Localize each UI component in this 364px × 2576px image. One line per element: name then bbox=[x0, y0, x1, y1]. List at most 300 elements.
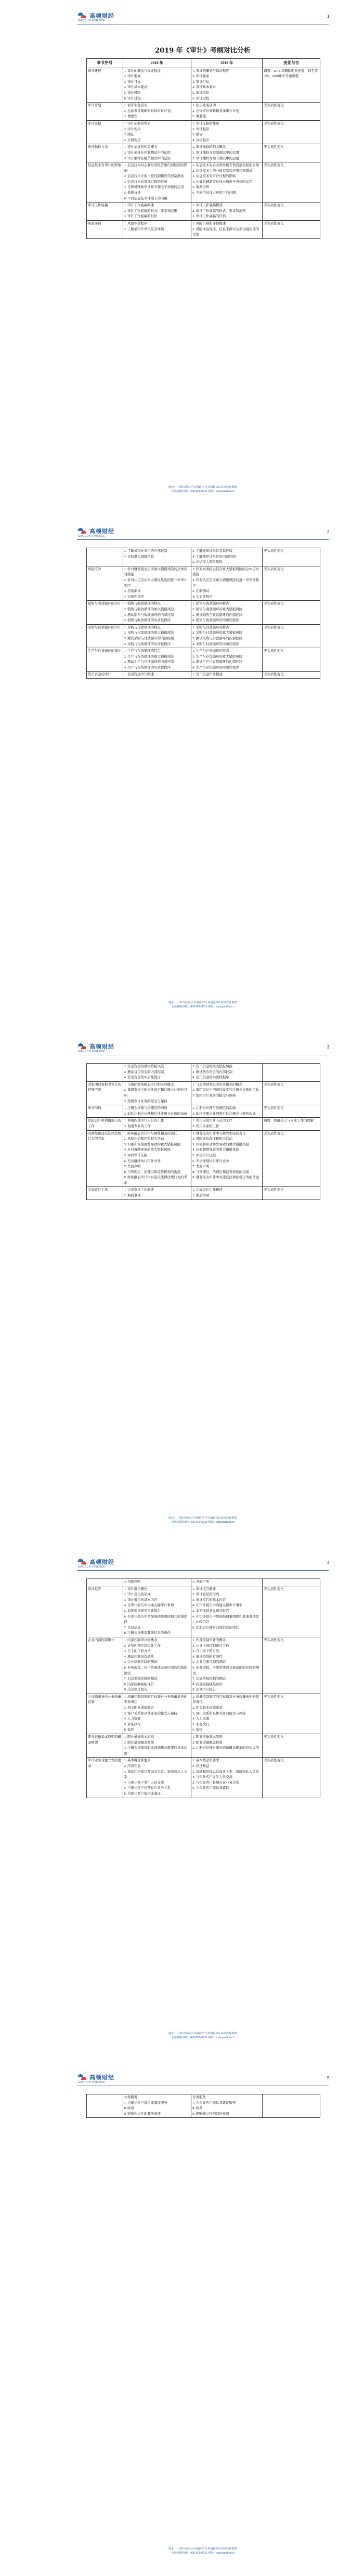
outline-2019-cell bbox=[191, 548, 263, 566]
outline-item: 3. 重要性 bbox=[192, 115, 206, 119]
table-row bbox=[87, 601, 320, 624]
outline-item: 3. 集团审计业务的接受与保持 bbox=[124, 1099, 167, 1103]
outline-2018-cell bbox=[123, 203, 191, 221]
chapter-cell: 销售与收款循环的审计 bbox=[87, 601, 123, 624]
outline-item: 2. 风险评估程序和相关活动 bbox=[192, 1137, 232, 1141]
outline-item: 1. 内部控制审计的概念 bbox=[192, 1638, 226, 1642]
outline-2018-cell bbox=[123, 1694, 191, 1734]
outline-item: 2. 总体审计策略和具体审计计划 bbox=[192, 109, 239, 113]
outline-item: 4. 审计基本要求 bbox=[192, 85, 216, 90]
chapter-cell: 审计业务对独立性的要求 bbox=[87, 1758, 123, 1798]
outline-item: 3. 测试货币资金的内部控制 bbox=[192, 1070, 232, 1074]
outline-item: 2. 经济利益 bbox=[192, 1764, 210, 1768]
outline-2018-cell bbox=[123, 144, 191, 162]
outline-item: 1. 风险评估程序 bbox=[124, 222, 148, 226]
outline-item: 1. 财务报表审计中与舞弊相关的责任 bbox=[192, 1131, 246, 1135]
outline-item: 2. 相关职业道德要求 bbox=[124, 1706, 154, 1710]
outline-item: 3. 审计报告的基本内容 bbox=[192, 1598, 226, 1602]
outline-2018-cell bbox=[123, 601, 191, 624]
outline-item: 1. 质量控制制度的目标和对业务质量承担的领导责任 bbox=[192, 1695, 259, 1704]
chapter-cell: 完成审计工作 bbox=[87, 1187, 123, 1199]
outline-item: 7. 书面声明 bbox=[192, 1165, 210, 1169]
outline-item: 8. 内部控制缺陷评价 bbox=[192, 1682, 223, 1686]
brand-logo bbox=[78, 1558, 114, 1566]
outline-item: 业务服务 bbox=[124, 2095, 138, 2099]
chapter-cell: 风险评估 bbox=[87, 221, 123, 239]
comparison-table bbox=[86, 1063, 320, 1200]
outline-item: 1. 职业道德基本原则 bbox=[124, 1735, 154, 1739]
change-cell: 无实质性变化 bbox=[263, 221, 320, 239]
outline-item: 2. 针对认定层次重大错报风险的进一步审计程序 bbox=[124, 578, 187, 588]
outline-item: 2. 采购与付款循环的重大错报风险 bbox=[192, 631, 243, 635]
outline-item: 3. 控制测试 bbox=[124, 589, 141, 594]
outline-item: 2. 利用专家的工作 bbox=[124, 1124, 151, 1128]
chapter-cell: 审计报告 bbox=[87, 1586, 123, 1637]
outline-item: 1. 风险识别和评估概述 bbox=[192, 222, 226, 226]
outline-item: 3. 了解被审计单位及其环境 bbox=[192, 549, 232, 553]
outline-item: 4. 采购与付款循环的实质性程序 bbox=[124, 642, 171, 646]
outline-item: 5. 数据分析 bbox=[192, 185, 210, 190]
outline-2019-cell bbox=[191, 1637, 263, 1694]
outline-item: 4. 在审计报告中沟通关键审计事项 bbox=[124, 1603, 174, 1608]
footer-address-prefix: 地址：上海市杨汉区亚通路 bbox=[168, 2032, 202, 2035]
brand-logo bbox=[78, 2073, 114, 2081]
change-cell: 无实质性变化 bbox=[263, 203, 320, 221]
outline-item: 6. 为审计客户提供非鉴证 bbox=[124, 1791, 161, 1796]
chapter-cell: 企业内部控制审计 bbox=[87, 1637, 123, 1694]
outline-2019-cell bbox=[191, 624, 263, 648]
outline-item: 7. 书面声明 bbox=[124, 1165, 141, 1169]
outline-item: 6. 监控 bbox=[124, 1728, 134, 1732]
outline-item: 2. 采购与付款循环的重大错报风险 bbox=[124, 631, 174, 635]
table-row bbox=[87, 203, 320, 221]
document-title: 2019 年《审计》考纲对比分析 bbox=[155, 47, 251, 55]
outline-item: 2. 集团审计中的责任设定和注册会计师的目标 bbox=[124, 1088, 187, 1097]
outline-item: 1. 采购与付款循环的特点 bbox=[192, 625, 229, 629]
outline-item: 1. 基本概念和要求 bbox=[124, 1759, 151, 1763]
outline-item: 3. 了解被审计单位的内部控制 bbox=[124, 549, 167, 553]
brand-subtitle: GAODUN FINANCE bbox=[78, 1565, 106, 1569]
outline-item: 8. 注册会计师对其他信息的责任 bbox=[124, 1631, 171, 1635]
outline-2019-cell bbox=[191, 648, 263, 672]
brand-name: 高顿财经 bbox=[89, 528, 114, 535]
outline-2019-cell bbox=[191, 1734, 263, 1758]
header-rule bbox=[77, 539, 329, 540]
outline-item: 3. 审计目标 bbox=[192, 80, 210, 84]
outline-item: 4. 审计基本要求 bbox=[124, 85, 148, 90]
outline-item: 8. 收费 bbox=[192, 2106, 203, 2111]
outline-item: 3. 信息技术对审计过程的影响 bbox=[124, 180, 167, 184]
outline-2018-cell bbox=[123, 1734, 191, 1758]
outline-item: 8. 注册会计师对其他信息的责任 bbox=[192, 1625, 239, 1630]
chapter-cell: 审计概述 bbox=[87, 68, 123, 103]
header-chapter: 章节序号 bbox=[87, 59, 123, 68]
outline-item: 1. 审计证据的性质 bbox=[124, 121, 151, 125]
brand-subtitle: GAODUN FINANCE bbox=[78, 2081, 106, 2084]
outline-item: 8. 内部控制缺陷评价 bbox=[124, 1682, 154, 1686]
page bbox=[0, 1031, 364, 1546]
footer-contact: 全国客服热线：400-600-8011 网址：cpa.gaodun.cn bbox=[171, 490, 235, 493]
table-row bbox=[87, 68, 320, 103]
footer-address-number: 77 bbox=[201, 1517, 205, 1520]
outline-2019-cell bbox=[191, 221, 263, 239]
change-cell: 无实质性变化 bbox=[263, 144, 320, 162]
comparison-table bbox=[86, 548, 320, 679]
outline-item: 7. 比较信息 bbox=[192, 1620, 210, 1624]
outline-item: 1. 生产与存货循环的特点 bbox=[192, 649, 229, 653]
outline-item: 5. 数据分析 bbox=[124, 191, 141, 195]
outline-item: 1. 完成审计工作概述 bbox=[124, 1188, 154, 1192]
outline-item: 5. 非无保留意见审计报告 bbox=[124, 1609, 161, 1613]
outline-item: 1. 销售与收款循环的特点 bbox=[192, 602, 229, 606]
page-number: 1 bbox=[327, 14, 330, 19]
outline-item: 3. 书面声明 bbox=[192, 1580, 210, 1584]
chapter-cell: 生产与存货循环的审计 bbox=[87, 648, 123, 672]
outline-item: 1. 审计工作底稿概述 bbox=[124, 204, 154, 208]
outline-2019-cell bbox=[191, 672, 263, 679]
outline-item: 6. 不同信息技术环境下的问题 bbox=[192, 191, 236, 195]
table-row bbox=[87, 120, 320, 144]
outline-item: 4. 与审计客户发生人员交流 bbox=[124, 1781, 164, 1785]
change-cell: 无实质性变化 bbox=[263, 1081, 320, 1105]
header-rule bbox=[77, 1570, 329, 1571]
chapter-cell: 货币资金的审计 bbox=[87, 672, 123, 679]
outline-item: 9. 财务报表审计中对违反法律法规行为的考虑 bbox=[192, 1176, 259, 1180]
outline-item: 业务服务 bbox=[192, 2095, 206, 2099]
page-footer bbox=[78, 1001, 328, 1009]
outline-item: 2. 审计要素 bbox=[124, 74, 141, 79]
footer-contact: 全国客服热线：400-600-8011 网址：cpa.gaodun.cn bbox=[171, 1005, 235, 1008]
outline-item: 2. 审计要素 bbox=[192, 74, 210, 79]
chapter-cell: 审计证据 bbox=[87, 120, 123, 144]
table-row bbox=[87, 1694, 320, 1734]
outline-item: 3. 函证 bbox=[192, 133, 203, 137]
outline-2019-cell bbox=[191, 144, 263, 162]
header-2018: 2018 年 bbox=[123, 59, 191, 68]
chapter-cell: 信息技术对审计的影响 bbox=[87, 162, 123, 203]
chapter-cell bbox=[87, 1579, 123, 1586]
change-cell: 调整：2018 年删除职业怀疑，移至第3章，2019年不考虑调整 bbox=[263, 68, 320, 103]
outline-2018-cell bbox=[123, 1579, 191, 1586]
outline-item: 4. 货币资金的实质性程序 bbox=[124, 1076, 161, 1080]
footer-address-suffix: 号亚通路 K3 高顿教育教研 bbox=[204, 486, 237, 489]
outline-item: 2. 审计程序 bbox=[192, 127, 210, 131]
chapter-cell: 审计沟通 bbox=[87, 1105, 123, 1118]
outline-2019-cell bbox=[191, 103, 263, 121]
page-number: 2 bbox=[327, 529, 330, 534]
outline-item: 3. 测试生产与存货循环的内部控制 bbox=[192, 660, 243, 664]
change-cell: 无实质性变化 bbox=[263, 1586, 320, 1637]
outline-item: 3. 审计抽样在细节测试中的运用 bbox=[192, 156, 239, 160]
footer-address-prefix: 地址：上海市杨汉区亚通路 bbox=[168, 1001, 202, 1004]
outline-item: 4. 生产与存货循环的实质性程序 bbox=[192, 665, 239, 670]
outline-item: 4. 人力资源 bbox=[192, 1717, 210, 1721]
outline-item: 1. 采购与付款循环的特点 bbox=[124, 625, 161, 629]
page-footer bbox=[78, 2031, 328, 2040]
outline-item: 6. 监控 bbox=[192, 1728, 203, 1732]
outline-item: 1. 初步业务活动 bbox=[192, 104, 216, 108]
outline-2019-cell bbox=[191, 1130, 263, 1187]
outline-2019-cell bbox=[191, 1694, 263, 1734]
outline-item: 2. 信息技术中的一般控制和应用控制测试 bbox=[192, 169, 253, 173]
outline-item: 2. 职业道德概念框架 bbox=[192, 1740, 223, 1745]
outline-item: 1. 货币资金审计概述 bbox=[192, 673, 223, 677]
footer-address-number: 77 bbox=[201, 1001, 205, 1004]
brand-logo bbox=[78, 527, 114, 535]
chapter-cell: 审计计划 bbox=[87, 103, 123, 121]
outline-2019-cell bbox=[191, 120, 263, 144]
outline-item: 4. 分析程序 bbox=[124, 138, 141, 142]
change-cell: 调整：明确关于与专家工作的理解 bbox=[263, 1118, 320, 1130]
outline-item: 1. 初步业务活动 bbox=[124, 104, 148, 108]
table-row bbox=[87, 1187, 320, 1199]
outline-2019-cell bbox=[191, 2094, 263, 2118]
page bbox=[0, 2062, 364, 2576]
outline-2019-cell bbox=[191, 1579, 263, 1586]
outline-item: 4. 计算机辅助审计技术和电子表格的运用 bbox=[124, 185, 184, 190]
outline-item: 5. 非无保留意见审计报告 bbox=[192, 1609, 229, 1613]
outline-item: 2. 审计意见的形成 bbox=[192, 1593, 219, 1597]
table-row bbox=[87, 103, 320, 121]
outline-item: 2. 审计抽样在控制测试中的运用 bbox=[124, 150, 171, 155]
header-change: 变化与否 bbox=[263, 59, 320, 68]
outline-item: 5. 评价审计证据 bbox=[192, 1153, 216, 1157]
table-row bbox=[87, 624, 320, 648]
table-row bbox=[87, 162, 320, 203]
outline-item: 1. 信息技术对企业财务报告和内部控制的影响 bbox=[124, 163, 187, 173]
footer-address-suffix: 号亚通路 K3 高顿教育教研 bbox=[204, 1001, 237, 1004]
outline-item: 1. 审计抽样的相关概念 bbox=[192, 145, 226, 149]
outline-item: 6. 为审计客户提供非鉴证 bbox=[192, 1786, 229, 1790]
outline-item: 6. 无法继续执行审计业务 bbox=[124, 1159, 161, 1163]
outline-2019-cell bbox=[191, 1758, 263, 1798]
outline-2018-cell bbox=[123, 1187, 191, 1199]
outline-item: 2. 销售与收款循环的重大错报风险 bbox=[192, 607, 243, 611]
brand-mark-icon bbox=[78, 528, 87, 534]
outline-item: 1. 注册会计师与治理层的沟通 bbox=[124, 1106, 167, 1110]
footer-address-suffix: 号亚通路 K3 高顿教育教研 bbox=[204, 1517, 237, 1520]
outline-item: 3. 审计工作底稿的归档 bbox=[124, 214, 158, 219]
outline-item: 6. 在审计报告中增加强调事项段和其他事项段 bbox=[192, 1614, 259, 1619]
outline-item: 7. 为审计客户提供非鉴证服务 bbox=[124, 2101, 167, 2105]
outline-item: 3. 测试生产与存货循环的内部控制 bbox=[124, 660, 174, 664]
outline-item: 9. 财务报表审计中对违反法律法规行为的考虑 bbox=[124, 1176, 187, 1185]
outline-item: 4. 与审计客户发生人员交流 bbox=[192, 1775, 232, 1779]
outline-item: 4. 测试控制的有效性 bbox=[192, 1655, 223, 1659]
table-row bbox=[87, 1579, 320, 1586]
change-cell: 无实质性变化 bbox=[263, 672, 320, 679]
outline-item: 3. 函证 bbox=[124, 133, 134, 137]
outline-item: 2. 集团审计中的责任设定和注册会计师的目标 bbox=[192, 1088, 259, 1092]
outline-item: 3. 贷款和担保以及商业关系、家庭和私人关系 bbox=[192, 1770, 259, 1774]
outline-item: 8. 与管理层、治理层和监管机构的沟通 bbox=[124, 1170, 181, 1174]
outline-item: 4. 在审计报告中沟通关键审计事项 bbox=[192, 1603, 243, 1608]
comparison-table bbox=[86, 2094, 320, 2118]
outline-item: 2. 期后事项 bbox=[192, 1194, 210, 1198]
outline-item: 4. 评估重大错报风险 bbox=[124, 554, 154, 559]
brand-name: 高顿财经 bbox=[89, 1044, 114, 1050]
change-cell: 无实质性变化 bbox=[263, 120, 320, 144]
footer-address-prefix: 地址：上海市杨汉区亚通路 bbox=[168, 486, 202, 489]
outline-item: 9. 影响独立性的其他事项 bbox=[192, 2112, 229, 2116]
outline-item: 4. 测试控制的有效性 bbox=[124, 1655, 154, 1659]
outline-item: 3. 贷款和担保以及商业关系、家庭和私人关系 bbox=[124, 1770, 187, 1779]
page-footer bbox=[78, 1516, 328, 1524]
change-cell: 无实质性变化 bbox=[263, 1105, 320, 1118]
brand-name: 高顿财经 bbox=[89, 13, 114, 19]
change-cell: 无实质性变化 bbox=[263, 162, 320, 203]
outline-2019-cell bbox=[191, 1187, 263, 1199]
outline-item: 1. 财务报表审计中与舞弊相关的责任 bbox=[124, 1131, 177, 1135]
chapter-cell: 风险应对 bbox=[87, 566, 123, 601]
table-row bbox=[87, 566, 320, 601]
outline-item: 5. 审计风险 bbox=[124, 91, 141, 95]
change-cell: 无实质性变化 bbox=[263, 624, 320, 648]
footer-address-number: 77 bbox=[201, 2032, 205, 2035]
outline-item: 6. 业务流程、应用系统或交易层面的控制的测试 bbox=[192, 1665, 259, 1675]
chapter-cell: 职业道德基本原则和概念框架 bbox=[87, 1734, 123, 1758]
outline-item: 1. 审计的概念与保证程度 bbox=[124, 69, 161, 73]
outline-item: 2. 生产与存货循环的重大错报风险 bbox=[124, 654, 174, 659]
outline-2018-cell bbox=[123, 648, 191, 672]
outline-2018-cell bbox=[123, 548, 191, 566]
change-cell: 无实质性变化 bbox=[263, 1637, 320, 1694]
outline-2018-cell bbox=[123, 566, 191, 601]
outline-item: 2. 审计意见的形成 bbox=[124, 1593, 151, 1597]
outline-item: 2. 风险评估程序和相关活动 bbox=[124, 1137, 164, 1141]
outline-item: 1. 质量控制制度的目标和对业务质量承担的领导责任 bbox=[124, 1695, 187, 1704]
outline-item: 1. 生产与存货循环的特点 bbox=[124, 649, 161, 653]
outline-2019-cell bbox=[191, 1064, 263, 1082]
change-cell: 无实质性变化 bbox=[263, 566, 320, 601]
outline-item: 3. 识别和评估舞弊导致的重大错报风险 bbox=[192, 1142, 249, 1146]
outline-2018-cell bbox=[123, 1105, 191, 1118]
chapter-cell bbox=[87, 548, 123, 566]
page bbox=[0, 1546, 364, 2062]
outline-item: 6. 业务流程、应用系统或交易层面的控制的测试 bbox=[124, 1665, 187, 1675]
chapter-cell: 审计工作底稿 bbox=[87, 203, 123, 221]
outline-item: 3. 注册会计师对职业道德概念框架的具体运用 bbox=[192, 1746, 259, 1750]
outline-item: 2. 审计抽样在控制测试中的运用 bbox=[192, 150, 239, 155]
outline-item: 1. 基本概念和要求 bbox=[192, 1759, 219, 1763]
footer-contact: 全国客服热线：400-600-8011 网址：cpa.gaodun.cn bbox=[171, 1521, 235, 1524]
outline-2019-cell bbox=[191, 203, 263, 221]
brand-logo bbox=[78, 11, 114, 20]
outline-item: 7. 比较信息 bbox=[124, 1625, 141, 1630]
outline-item: 4. 生产与存货循环的实质性程序 bbox=[124, 665, 171, 670]
brand-mark-icon bbox=[78, 12, 87, 19]
brand-mark-icon bbox=[78, 1559, 87, 1565]
chapter-cell: 采购与付款循环的审计 bbox=[87, 624, 123, 648]
table-row bbox=[87, 1118, 320, 1130]
outline-2019-cell bbox=[191, 68, 263, 103]
page bbox=[0, 0, 364, 515]
change-cell bbox=[263, 2094, 320, 2118]
outline-item: 1. 审计工作底稿概述 bbox=[192, 204, 223, 208]
table-row bbox=[87, 548, 320, 566]
page-footer bbox=[78, 2547, 328, 2555]
brand-name: 高顿财经 bbox=[89, 1559, 114, 1565]
brand-subtitle: GAODUN FINANCE bbox=[78, 19, 106, 22]
outline-item: 1. 职业道德基本原则 bbox=[192, 1735, 223, 1739]
outline-item: 2. 货币资金的重大错报风险 bbox=[192, 1065, 232, 1068]
outline-item: 1. 审计报告概述 bbox=[192, 1587, 216, 1591]
outline-item: 2. 经济利益 bbox=[124, 1764, 141, 1768]
chapter-cell: 会计师事务所业务质量控制 bbox=[87, 1694, 123, 1734]
outline-item: 2. 期后事项 bbox=[124, 1194, 141, 1198]
outline-item: 8. 与管理层、治理层和监管机构的沟通 bbox=[192, 1170, 249, 1174]
outline-item: 8. 收费 bbox=[124, 2106, 134, 2111]
table-row bbox=[87, 1734, 320, 1758]
chapter-cell: 对舞弊和违反法律法规行为的考虑 bbox=[87, 1130, 123, 1187]
outline-2019-cell bbox=[191, 162, 263, 203]
change-cell bbox=[263, 1579, 320, 1586]
footer-address bbox=[78, 2547, 328, 2551]
outline-item: 3. 审计目标 bbox=[124, 80, 141, 84]
outline-2018-cell bbox=[123, 672, 191, 679]
outline-item: 1. 与集团财务报表审计相关的概念 bbox=[192, 1082, 243, 1087]
footer-contact: 全国客服热线：400-600-8011 网址：cpa.gaodun.cn bbox=[171, 2552, 235, 2555]
chapter-cell: 对集团财务报表审计的特殊考虑 bbox=[87, 1081, 123, 1105]
table-header-row bbox=[87, 59, 320, 68]
change-cell: 无实质性变化 bbox=[263, 548, 320, 566]
outline-2019-cell bbox=[191, 1118, 263, 1130]
outline-item: 6. 审计过程 bbox=[124, 96, 141, 100]
outline-item: 2. 风险评估程序、信息来源以及项目组内部的讨论 bbox=[192, 227, 259, 237]
outline-item: 5. 企业层面控制的测试 bbox=[124, 1660, 158, 1664]
outline-item: 3. 集团审计业务的接受与保持 bbox=[192, 1093, 236, 1097]
outline-item: 2. 信息技术中的一般控制和应用控制测试 bbox=[124, 174, 184, 179]
table-row bbox=[87, 672, 320, 679]
footer-address-number: 77 bbox=[201, 2547, 205, 2550]
outline-item: 4. 实质性程序 bbox=[124, 595, 144, 599]
page-number: 5 bbox=[327, 2076, 330, 2080]
brand-logo bbox=[78, 1042, 114, 1051]
table-row bbox=[87, 144, 320, 162]
outline-item: 2. 货币资金的重大错报风险 bbox=[124, 1065, 164, 1068]
outline-item: 1. 内部控制审计的概念 bbox=[124, 1638, 158, 1642]
outline-item: 1. 利用内部审计人员的工作 bbox=[192, 1119, 232, 1123]
outline-2018-cell bbox=[123, 120, 191, 144]
footer-address bbox=[78, 1516, 328, 1520]
outline-item: 9. 影响独立性的其他事项 bbox=[124, 2112, 161, 2116]
chapter-cell bbox=[87, 1064, 123, 1082]
footer-contact: 全国客服热线：400-600-8011 网址：cpa.gaodun.cn bbox=[171, 2036, 235, 2039]
outline-item: 3. 自上而下的方法 bbox=[192, 1649, 219, 1653]
brand-mark-icon bbox=[78, 1043, 87, 1050]
brand-mark-icon bbox=[78, 2074, 87, 2080]
outline-2018-cell bbox=[123, 1637, 191, 1694]
outline-2019-cell bbox=[191, 1105, 263, 1118]
outline-item: 3. 信息技术对审计过程的影响 bbox=[192, 174, 236, 179]
brand-subtitle: GAODUN FINANCE bbox=[78, 1050, 106, 1053]
outline-2018-cell bbox=[123, 221, 191, 239]
outline-item: 5. 业务执行 bbox=[124, 1722, 141, 1726]
outline-item: 4. 销售与收款循环的实质性程序 bbox=[124, 618, 171, 623]
table-row bbox=[87, 648, 320, 672]
outline-item: 2. 前任注册会计师和后任注册会计师的沟通 bbox=[192, 1112, 256, 1116]
outline-2018-cell bbox=[123, 162, 191, 203]
outline-item: 5. 评价审计证据 bbox=[124, 1153, 148, 1157]
change-cell: 无实质性变化 bbox=[263, 1694, 320, 1734]
footer-address-prefix: 地址：上海市杨汉区亚通路 bbox=[168, 2547, 202, 2550]
outline-item: 2. 销售与收款循环的重大错报风险 bbox=[124, 607, 174, 611]
outline-item: 6. 审计过程 bbox=[192, 96, 210, 100]
outline-item: 1. 利用内部审计人员的工作 bbox=[124, 1119, 164, 1123]
outline-item: 2. 审计工作底稿的格式、要素和范围 bbox=[124, 209, 177, 213]
page-footer bbox=[78, 485, 328, 494]
change-cell: 无实质性变化 bbox=[263, 648, 320, 672]
